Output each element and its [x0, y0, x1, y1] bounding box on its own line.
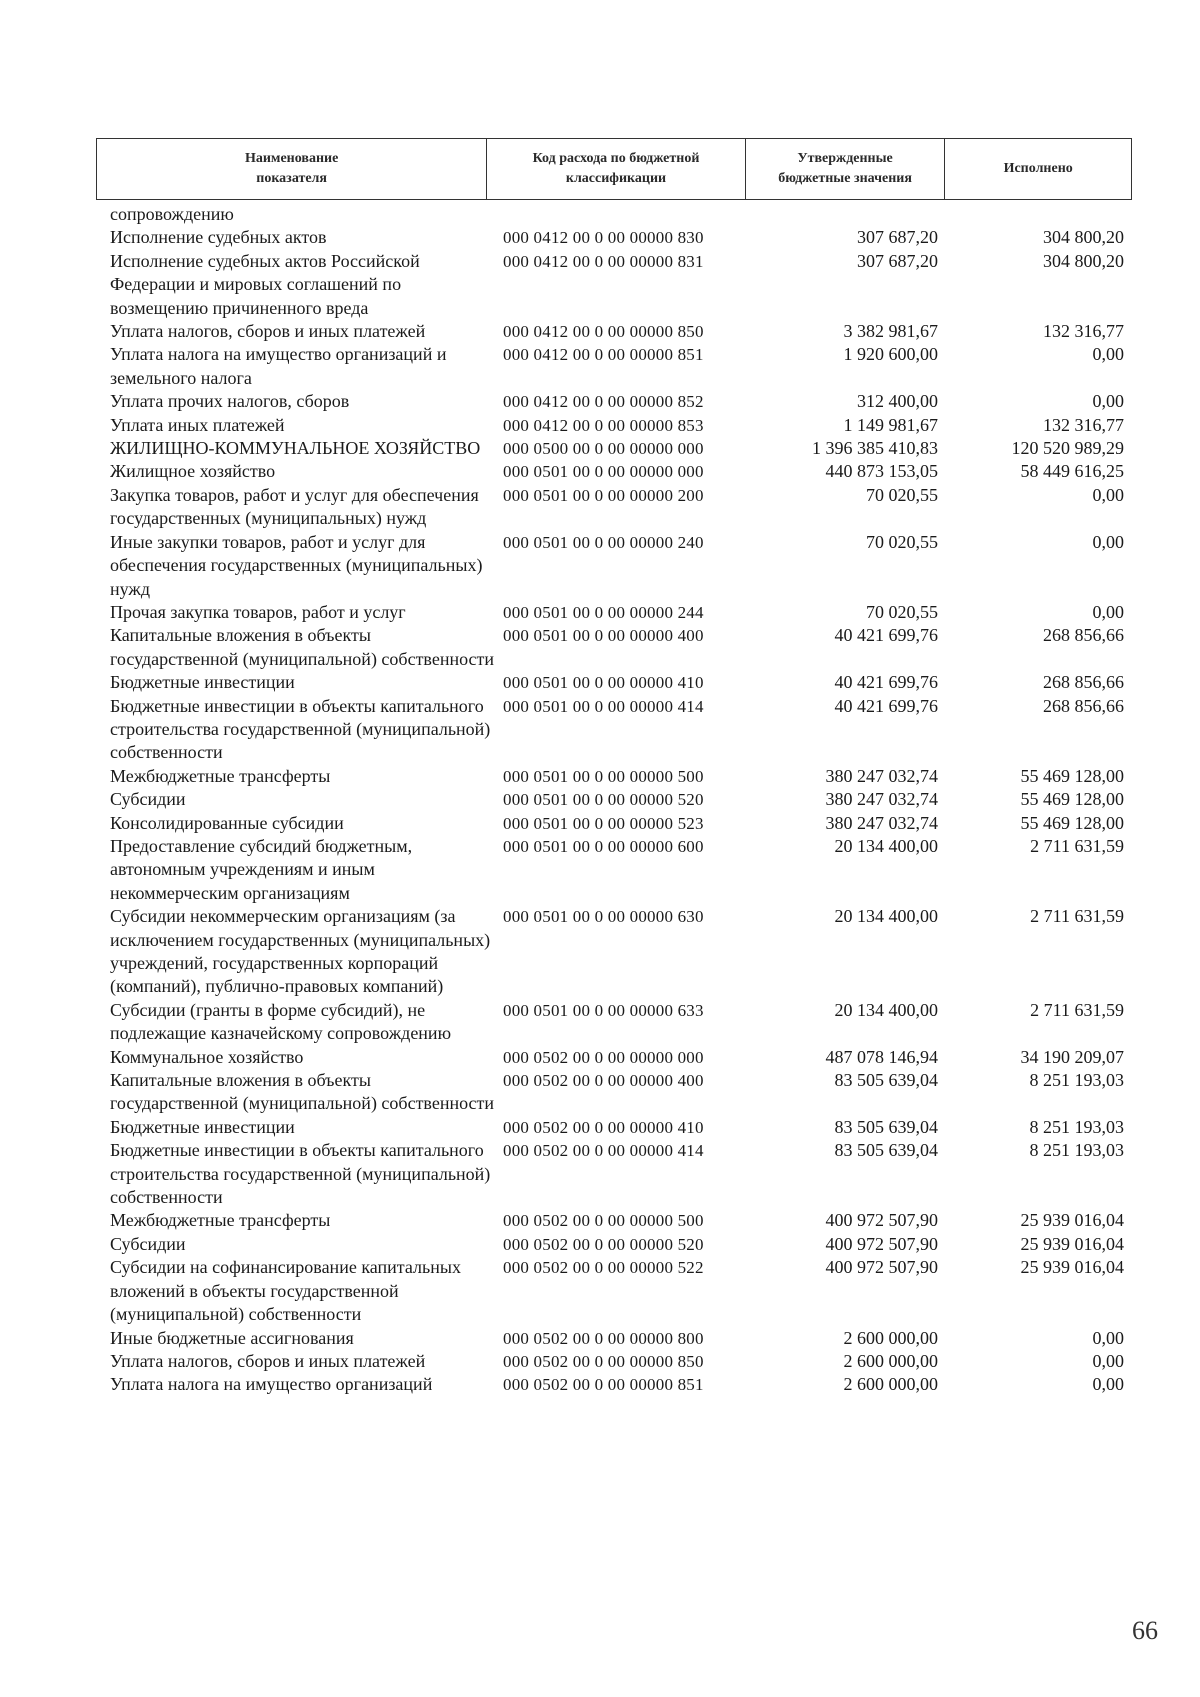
row-done: 55 469 128,00 [1020, 789, 1124, 810]
row-plan: 40 421 699,76 [834, 625, 938, 646]
row-name: Коммунальное хозяйство [110, 1046, 304, 1067]
row-code: 000 0502 00 0 00 00000 850 [503, 1351, 704, 1371]
row-done: 25 939 016,04 [1020, 1233, 1124, 1254]
row-code: 000 0501 00 0 00 00000 410 [503, 673, 704, 693]
table-row [110, 414, 1130, 437]
table-row [110, 531, 1130, 601]
row-plan: 380 247 032,74 [825, 765, 938, 786]
table-row [110, 999, 1130, 1046]
row-plan: 400 972 507,90 [825, 1210, 938, 1231]
row-plan: 83 505 639,04 [834, 1070, 938, 1091]
row-name: Исполнение судебных актов Российской Федерации и мировых соглашений по возмещению причиненного вреда [110, 250, 420, 318]
row-code: 000 0501 00 0 00 00000 244 [503, 602, 704, 622]
row-name: Уплата иных платежей [110, 414, 285, 435]
table-row [110, 226, 1130, 249]
row-done: 34 190 209,07 [1020, 1046, 1124, 1067]
row-done: 0,00 [1092, 1374, 1124, 1395]
row-code: 000 0501 00 0 00 00000 500 [503, 766, 704, 786]
row-done: 0,00 [1092, 531, 1124, 552]
row-name: Исполнение судебных актов [110, 227, 327, 248]
row-plan: 380 247 032,74 [825, 812, 938, 833]
table-row [110, 203, 1130, 226]
row-done: 268 856,66 [1043, 625, 1124, 646]
row-name: сопровождению [110, 204, 234, 224]
table-row [110, 1116, 1130, 1139]
row-plan: 307 687,20 [857, 227, 938, 248]
row-name: Субсидии [110, 789, 186, 810]
row-done: 304 800,20 [1043, 250, 1124, 271]
row-done: 132 316,77 [1043, 321, 1124, 342]
header-name: Наименование показателя [97, 139, 487, 199]
row-name: Межбюджетные трансферты [110, 765, 331, 786]
row-plan: 1 920 600,00 [843, 344, 938, 365]
row-plan: 400 972 507,90 [825, 1233, 938, 1254]
row-plan: 40 421 699,76 [834, 695, 938, 716]
row-code: 000 0501 00 0 00 00000 414 [503, 696, 704, 716]
row-plan: 70 020,55 [866, 601, 938, 622]
row-plan: 83 505 639,04 [834, 1116, 938, 1137]
table-body [110, 203, 1130, 1397]
row-name: Прочая закупка товаров, работ и услуг [110, 601, 406, 622]
row-code: 000 0501 00 0 00 00000 000 [503, 462, 704, 482]
table-row [110, 905, 1130, 999]
table-row [110, 437, 1130, 460]
table-row [110, 1069, 1130, 1116]
row-name: Бюджетные инвестиции в объекты капитального строительства государственной (муниципальной) собственности [110, 695, 491, 763]
row-done [938, 203, 1124, 226]
row-done: 8 251 193,03 [1029, 1070, 1124, 1091]
row-done: 132 316,77 [1043, 414, 1124, 435]
table-row [110, 1233, 1130, 1256]
row-name: Субсидии на софинансирование капитальных вложений в объекты государственной (муниципальной) собственности [110, 1257, 461, 1325]
row-done: 55 469 128,00 [1020, 812, 1124, 833]
table-row [110, 695, 1130, 765]
row-name: Бюджетные инвестиции в объекты капитального строительства государственной (муниципальной) собственности [110, 1140, 491, 1208]
table-header [96, 138, 1132, 200]
table-row [110, 671, 1130, 694]
page-number: 66 [1132, 1616, 1158, 1645]
row-code: 000 0412 00 0 00 00000 850 [503, 322, 704, 342]
row-code: 000 0412 00 0 00 00000 851 [503, 345, 704, 365]
row-code: 000 0501 00 0 00 00000 630 [503, 907, 704, 927]
row-plan: 2 600 000,00 [843, 1350, 938, 1371]
row-plan: 2 600 000,00 [843, 1374, 938, 1395]
header-plan: Утвержденные бюджетные значения [746, 139, 946, 199]
table-row [110, 1209, 1130, 1232]
table-row [110, 484, 1130, 531]
header-code: Код расхода по бюджетной классификации [487, 139, 746, 199]
row-plan: 1 396 385 410,83 [812, 438, 938, 459]
row-done: 2 711 631,59 [1030, 999, 1124, 1020]
row-plan: 312 400,00 [857, 391, 938, 412]
table-row [110, 1139, 1130, 1209]
row-code: 000 0501 00 0 00 00000 523 [503, 813, 704, 833]
table-row [110, 320, 1130, 343]
row-code: 000 0412 00 0 00 00000 831 [503, 251, 704, 271]
row-code: 000 0502 00 0 00 00000 414 [503, 1141, 704, 1161]
row-name: Капитальные вложения в объекты государственной (муниципальной) собственности [110, 1070, 495, 1114]
row-plan: 400 972 507,90 [825, 1257, 938, 1278]
table-row [110, 601, 1130, 624]
row-done: 304 800,20 [1043, 227, 1124, 248]
row-plan: 3 382 981,67 [843, 321, 938, 342]
table-row [110, 765, 1130, 788]
row-code [503, 203, 758, 226]
row-code: 000 0501 00 0 00 00000 633 [503, 1000, 704, 1020]
row-done: 0,00 [1092, 344, 1124, 365]
row-plan: 1 149 981,67 [843, 414, 938, 435]
table-row [110, 460, 1130, 483]
row-plan: 440 873 153,05 [825, 461, 938, 482]
row-code: 000 0502 00 0 00 00000 520 [503, 1234, 704, 1254]
row-name: Жилищное хозяйство [110, 461, 276, 482]
table-row [110, 624, 1130, 671]
row-done: 2 711 631,59 [1030, 906, 1124, 927]
row-code: 000 0412 00 0 00 00000 830 [503, 228, 704, 248]
row-name: Межбюджетные трансферты [110, 1210, 331, 1231]
row-name: Субсидии некоммерческим организациям (за исключением государственных (муниципальных) учреждений, государственных корпораций (компаний), публично-правовых компаний) [110, 906, 491, 997]
row-name: Иные закупки товаров, работ и услуг для обеспечения государственных (муниципальных) нужд [110, 531, 483, 599]
row-plan: 70 020,55 [866, 484, 938, 505]
row-name: Бюджетные инвестиции [110, 672, 295, 693]
table-row [110, 1256, 1130, 1326]
table-row [110, 343, 1130, 390]
row-name: Уплата налогов, сборов и иных платежей [110, 1350, 426, 1371]
row-done: 120 520 989,29 [1011, 438, 1124, 459]
row-code: 000 0502 00 0 00 00000 400 [503, 1071, 704, 1091]
row-name: Бюджетные инвестиции [110, 1116, 295, 1137]
row-plan: 20 134 400,00 [834, 906, 938, 927]
row-code: 000 0501 00 0 00 00000 240 [503, 532, 704, 552]
row-done: 8 251 193,03 [1029, 1116, 1124, 1137]
row-name: Иные бюджетные ассигнования [110, 1327, 354, 1348]
row-code: 000 0502 00 0 00 00000 000 [503, 1047, 704, 1067]
row-plan: 307 687,20 [857, 250, 938, 271]
row-plan: 487 078 146,94 [825, 1046, 938, 1067]
row-plan [758, 203, 938, 226]
row-done: 55 469 128,00 [1020, 765, 1124, 786]
row-done: 0,00 [1092, 1327, 1124, 1348]
table-row [110, 812, 1130, 835]
row-plan: 380 247 032,74 [825, 789, 938, 810]
row-name: Уплата прочих налогов, сборов [110, 391, 350, 412]
row-plan: 40 421 699,76 [834, 672, 938, 693]
table-row [110, 390, 1130, 413]
table-row [110, 788, 1130, 811]
row-code: 000 0501 00 0 00 00000 600 [503, 836, 704, 856]
row-name: Уплата налогов, сборов и иных платежей [110, 321, 426, 342]
row-code: 000 0502 00 0 00 00000 522 [503, 1258, 704, 1278]
row-name: Предоставление субсидий бюджетным, автономным учреждениям и иным некоммерческим организациям [110, 835, 413, 903]
table-row [110, 1373, 1130, 1396]
row-code: 000 0501 00 0 00 00000 520 [503, 790, 704, 810]
row-name: Закупка товаров, работ и услуг для обеспечения государственных (муниципальных) нужд [110, 484, 479, 529]
row-code: 000 0501 00 0 00 00000 400 [503, 626, 704, 646]
row-name: Субсидии (гранты в форме субсидий), не подлежащие казначейскому сопровождению [110, 999, 452, 1044]
table-row [110, 1350, 1130, 1373]
row-name: Уплата налога на имущество организаций и земельного налога [110, 344, 447, 388]
row-code: 000 0502 00 0 00 00000 800 [503, 1328, 704, 1348]
row-done: 2 711 631,59 [1030, 835, 1124, 856]
row-code: 000 0501 00 0 00 00000 200 [503, 485, 704, 505]
row-code: 000 0502 00 0 00 00000 851 [503, 1375, 704, 1395]
row-name: Капитальные вложения в объекты государственной (муниципальной) собственности [110, 625, 495, 669]
row-code: 000 0502 00 0 00 00000 410 [503, 1117, 704, 1137]
row-done: 0,00 [1092, 601, 1124, 622]
row-done: 0,00 [1092, 391, 1124, 412]
row-code: 000 0412 00 0 00 00000 852 [503, 392, 704, 412]
row-code: 000 0502 00 0 00 00000 500 [503, 1211, 704, 1231]
row-done: 25 939 016,04 [1020, 1210, 1124, 1231]
row-done: 268 856,66 [1043, 695, 1124, 716]
row-plan: 20 134 400,00 [834, 999, 938, 1020]
row-done: 0,00 [1092, 484, 1124, 505]
row-plan: 20 134 400,00 [834, 835, 938, 856]
row-plan: 83 505 639,04 [834, 1140, 938, 1161]
row-name: Уплата налога на имущество организаций [110, 1374, 433, 1395]
row-done: 0,00 [1092, 1350, 1124, 1371]
row-plan: 2 600 000,00 [843, 1327, 938, 1348]
row-done: 8 251 193,03 [1029, 1140, 1124, 1161]
row-done: 25 939 016,04 [1020, 1257, 1124, 1278]
row-done: 268 856,66 [1043, 672, 1124, 693]
row-done: 58 449 616,25 [1020, 461, 1124, 482]
row-name: Консолидированные субсидии [110, 812, 344, 833]
header-done: Исполнено [1003, 161, 1073, 176]
table-row [110, 250, 1130, 320]
table-row [110, 835, 1130, 905]
row-name: Субсидии [110, 1233, 186, 1254]
table-row [110, 1046, 1130, 1069]
row-code: 000 0500 00 0 00 00000 000 [503, 439, 704, 459]
table-row [110, 1327, 1130, 1350]
row-code: 000 0412 00 0 00 00000 853 [503, 415, 704, 435]
row-name: ЖИЛИЩНО-КОММУНАЛЬНОЕ ХОЗЯЙСТВО [110, 438, 481, 459]
row-plan: 70 020,55 [866, 531, 938, 552]
